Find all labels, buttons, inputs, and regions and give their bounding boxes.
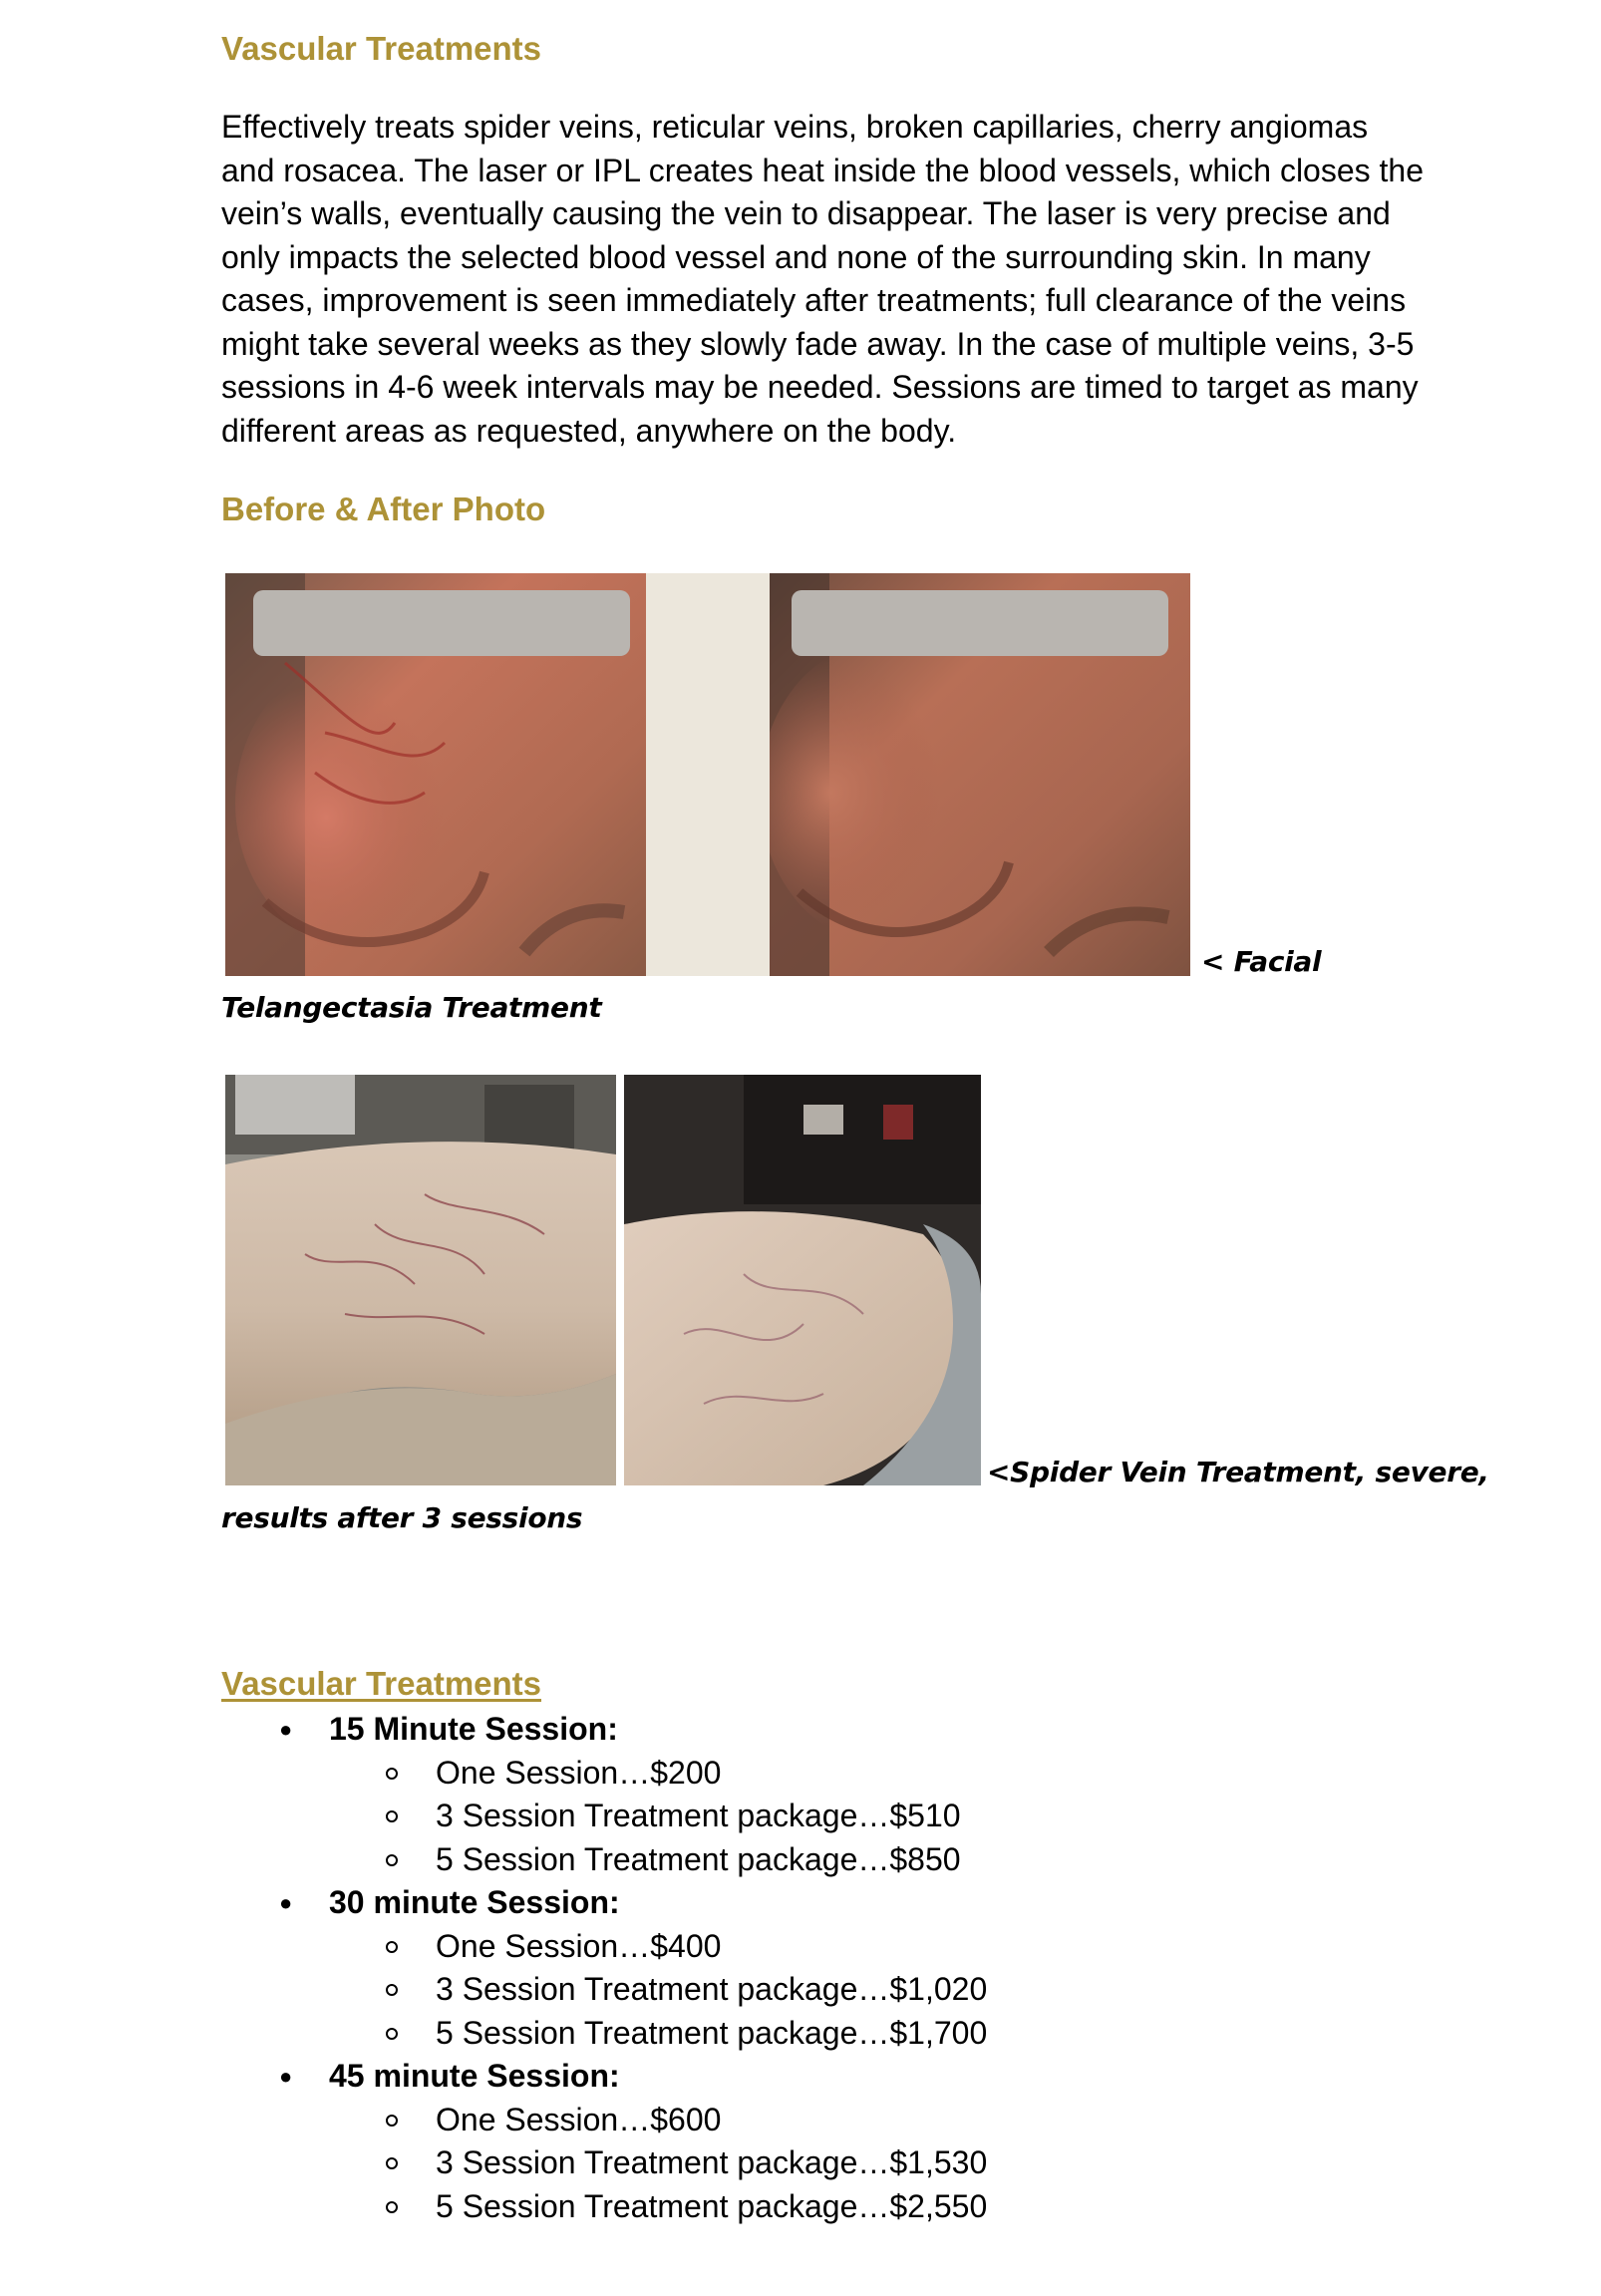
session-label: 30 minute Session: [329, 1884, 620, 1920]
paragraph-line: cases, improvement is seen immediately after treatments; full clearance of the veins [221, 282, 1407, 318]
price-item-label: 3 Session Treatment package…$1,530 [436, 2144, 988, 2180]
paragraph-line: might take several weeks as they slowly fade away. In the case of multiple veins, 3-5 [221, 325, 1415, 362]
circle-bullet-icon [386, 2028, 398, 2040]
photo-divider [646, 573, 770, 976]
price-item-label: 3 Session Treatment package…$1,020 [436, 1971, 988, 2007]
circle-bullet-icon [386, 2115, 398, 2127]
paragraph-line: vein’s walls, eventually causing the vein to disappear. The laser is very precise and [221, 195, 1391, 231]
circle-bullet-icon [386, 1941, 398, 1953]
price-item-label: One Session…$400 [436, 1927, 722, 1964]
session-label: 15 Minute Session: [329, 1711, 618, 1747]
circle-bullet-icon [386, 1854, 398, 1866]
price-item-label: 5 Session Treatment package…$850 [436, 1840, 961, 1877]
spider-vein-before-photo [225, 1075, 616, 1485]
pricing-title: Vascular Treatments [221, 1665, 542, 1702]
session-label: 45 minute Session: [329, 2058, 620, 2094]
spider-vein-caption-end: results after 3 sessions [221, 1501, 583, 1534]
circle-bullet-icon [386, 1768, 398, 1780]
circle-bullet-icon [386, 2201, 398, 2213]
description-paragraph [221, 106, 1507, 453]
photos-title: Before & After Photo [221, 491, 546, 527]
section-title: Vascular Treatments [221, 30, 542, 67]
price-item-label: One Session…$200 [436, 1754, 722, 1791]
circle-bullet-icon [386, 1984, 398, 1996]
facial-caption-end: Telangectasia Treatment [221, 991, 602, 1024]
price-item-label: 3 Session Treatment package…$510 [436, 1798, 961, 1833]
price-item-label: 5 Session Treatment package…$2,550 [436, 2187, 988, 2224]
price-item-label: One Session…$600 [436, 2101, 722, 2137]
circle-bullet-icon [386, 2157, 398, 2169]
facial-after-photo [770, 573, 1190, 976]
spider-vein-after-photo [624, 1075, 981, 1485]
circle-bullet-icon [386, 1810, 398, 1822]
facial-caption-start: < Facial [1201, 945, 1322, 978]
spider-vein-caption-start: <Spider Vein Treatment, severe, [987, 1456, 1489, 1488]
price-item-label: 5 Session Treatment package…$1,700 [436, 2014, 988, 2051]
bullet-icon: ● [279, 2064, 293, 2089]
paragraph-line: sessions in 4-6 week intervals may be needed. Sessions are timed to target as many [221, 369, 1419, 405]
bullet-icon: ● [279, 1717, 293, 1742]
paragraph-line: different areas as requested, anywhere on the body. [221, 412, 957, 449]
paragraph-line: Effectively treats spider veins, reticular veins, broken capillaries, cherry angiomas [221, 109, 1369, 145]
bullet-icon: ● [279, 1890, 293, 1915]
paragraph-line: and rosacea. The laser or IPL creates heat inside the blood vessels, which closes the [221, 152, 1425, 188]
facial-before-photo [225, 573, 646, 976]
paragraph-line: only impacts the selected blood vessel and none of the surrounding skin. In many [221, 238, 1371, 275]
